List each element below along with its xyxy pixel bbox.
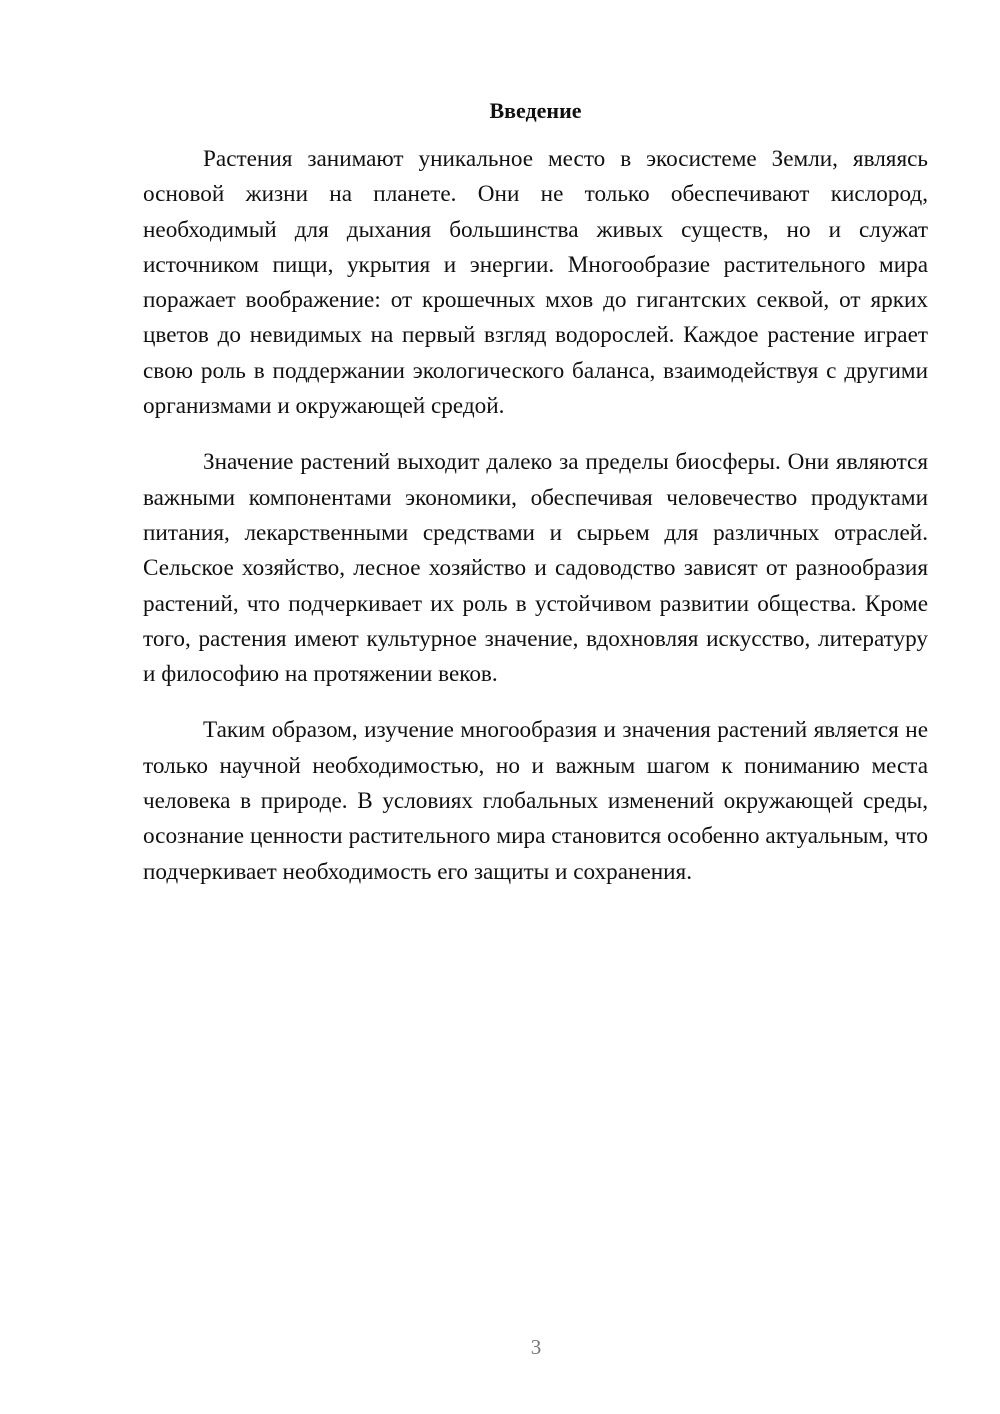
- paragraph-2: Значение растений выходит далеко за пределы биосферы. Они являются важными компонентами экономики, обеспечивая человечество продуктами питания, лекарственными средствами и сырьем для различных отраслей. Сельское хозяйство, лесное хозяйство и садоводство зависят от разнообразия растений, что подчеркивает их роль в устойчивом развитии общества. Кроме того, растения имеют культурное значение, вдохновляя искусство, литературу и философию на протяжении веков.: [143, 449, 928, 688]
- section-title: Введение: [489, 98, 582, 123]
- paragraph-1: Растения занимают уникальное место в экосистеме Земли, являясь основой жизни на планете. Они не только обеспечивают кислород, необходимый для дыхания большинства живых существ, но и служат источником пищи, укрытия и энергии. Многообразие растительного мира поражает воображение: от крошечных мхов до гигантских секвой, от ярких цветов до невидимых на первый взгляд водорослей. Каждое растение играет свою роль в поддержании экологического баланса, взаимодействуя с другими организмами и окружающей средой.: [143, 146, 928, 420]
- body-text: [143, 142, 928, 911]
- page-number: 3: [530, 1335, 542, 1359]
- paragraph-3: Таким образом, изучение многообразия и значения растений является не только научной необходимостью, но и важным шагом к пониманию места человека в природе. В условиях глобальных изменений окружающей среды, осознание ценности растительного мира становится особенно актуальным, что подчеркивает необходимость его защиты и сохранения.: [143, 717, 928, 885]
